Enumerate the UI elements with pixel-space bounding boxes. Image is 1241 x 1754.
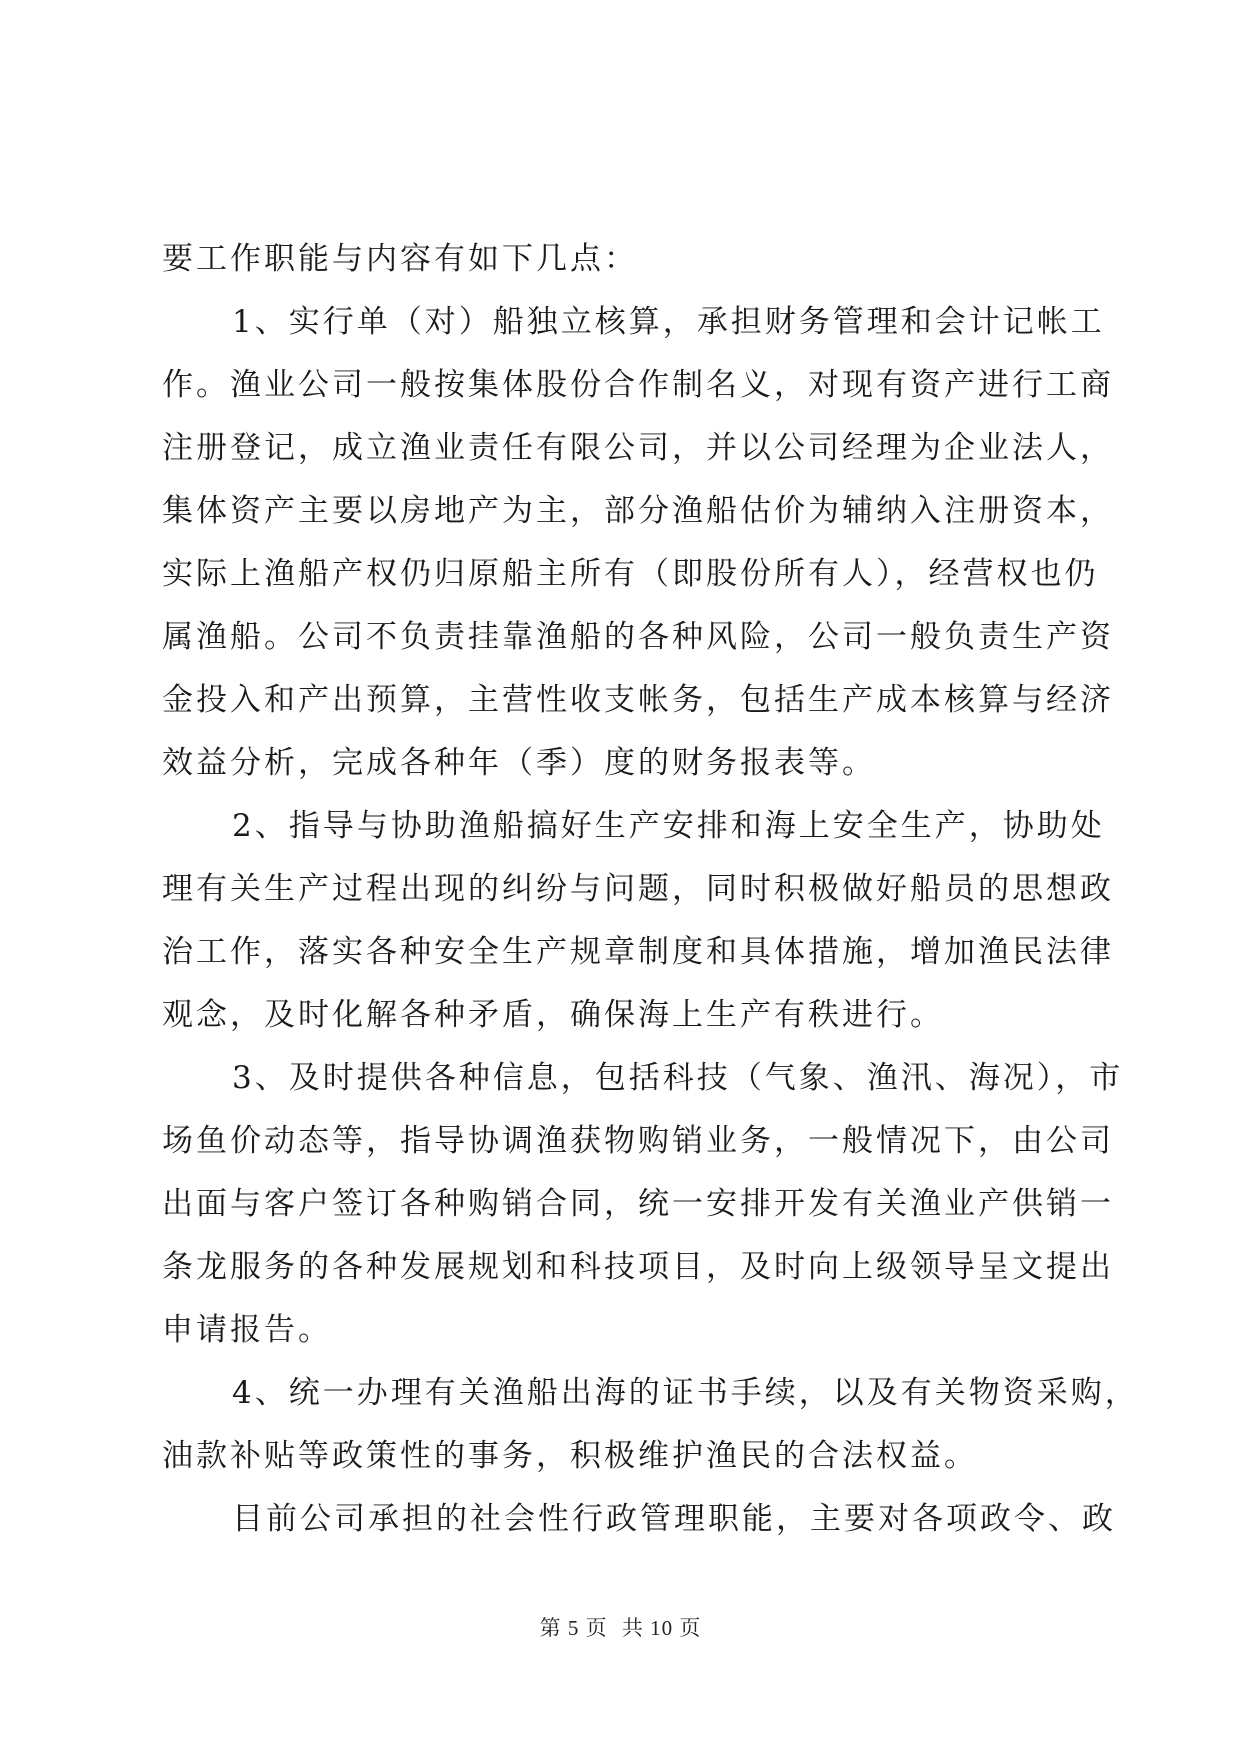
text-line: 申请报告。 (162, 1312, 332, 1348)
text-line: 场鱼价动态等，指导协调渔获物购销业务，一般情况下，由公司 (162, 1123, 1114, 1159)
page-number: 第 5 页 (539, 1616, 608, 1640)
text-line: 理有关生产过程出现的纠纷与问题，同时积极做好船员的思想政 (162, 871, 1114, 907)
text-line: 实际上渔船产权仍归原船主所有（即股份所有人），经营权也仍 (162, 556, 1099, 592)
text-line: 观念，及时化解各种矛盾，确保海上生产有秩进行。 (162, 997, 944, 1033)
text-line: 金投入和产出预算，主营性收支帐务，包括生产成本核算与经济 (162, 682, 1114, 718)
text-line: 要工作职能与内容有如下几点： (162, 241, 638, 277)
text-line: 治工作，落实各种安全生产规章制度和具体措施，增加渔民法律 (162, 934, 1114, 970)
text-line: 集体资产主要以房地产为主，部分渔船估价为辅纳入注册资本， (162, 493, 1114, 529)
text-line: 4、统一办理有关渔船出海的证书手续，以及有关物资采购， (232, 1375, 1139, 1411)
page-total: 共 10 页 (621, 1616, 702, 1640)
text-line: 作。渔业公司一般按集体股份合作制名义，对现有资产进行工商 (162, 367, 1114, 403)
text-line: 目前公司承担的社会性行政管理职能，主要对各项政令、政 (232, 1501, 1116, 1537)
text-line: 3、及时提供各种信息，包括科技（气象、渔汛、海况），市 (232, 1060, 1124, 1096)
text-line: 效益分析，完成各种年（季）度的财务报表等。 (162, 745, 876, 781)
text-line: 2、指导与协助渔船搞好生产安排和海上安全生产，协助处 (232, 808, 1105, 844)
text-line: 出面与客户签订各种购销合同，统一安排开发有关渔业产供销一 (162, 1186, 1114, 1222)
text-line: 油款补贴等政策性的事务，积极维护渔民的合法权益。 (162, 1438, 978, 1474)
document-body (162, 228, 1139, 1551)
text-line: 1、实行单（对）船独立核算，承担财务管理和会计记帐工 (232, 304, 1105, 340)
text-line: 条龙服务的各种发展规划和科技项目，及时向上级领导呈文提出 (162, 1249, 1114, 1285)
text-line: 属渔船。公司不负责挂靠渔船的各种风险，公司一般负责生产资 (162, 619, 1114, 655)
text-line: 注册登记，成立渔业责任有限公司，并以公司经理为企业法人， (162, 430, 1114, 466)
page-footer (0, 1612, 1241, 1642)
